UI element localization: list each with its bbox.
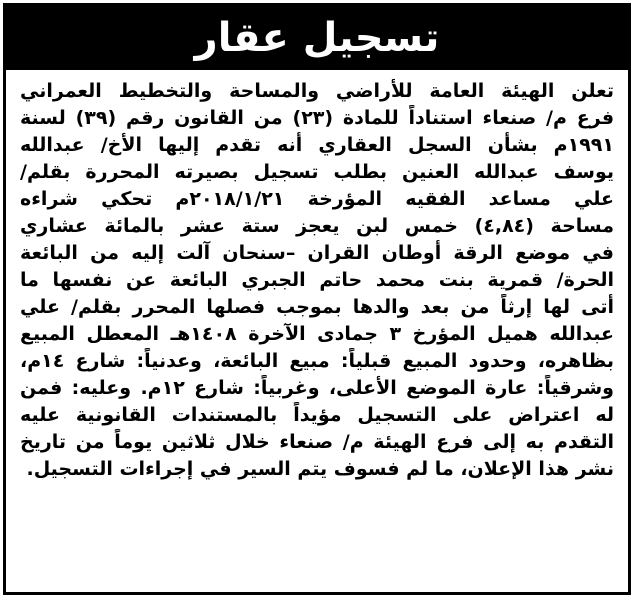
- notice-line: عبدالله هميل المؤرخ ٣ جمادى الآخرة ١٤٠٨هـ المعطل المبيع: [20, 323, 614, 345]
- notice-body: [20, 78, 614, 584]
- notice-line: يوسف عبدالله العنين بطلب تسجيل بصيرته المحررة بقلم/: [20, 161, 614, 183]
- notice-line: علي مساعد الفقيه المؤرخة ٢٠١٨/١/٢١م تحكي شراءه: [20, 188, 614, 210]
- notice-line: ١٩٩١م بشأن السجل العقاري أنه تقدم إليها الأخ/ عبدالله: [20, 134, 614, 156]
- notice-line: في موضع الرقة أوطان القران –سنحان آلت إليه من البائعة: [20, 242, 614, 264]
- notice-line: نشر هذا الإعلان، ما لم فسوف يتم السير في إجراءات التسجيل.: [26, 458, 614, 480]
- notice-line: تعلن الهيئة العامة للأراضي والمساحة والتخطيط العمراني: [20, 80, 614, 102]
- notice-line: الحرة/ قمرية بنت محمد حاتم الجبري البائعة عن نفسها ما: [20, 269, 614, 291]
- notice-line: التقدم به إلى فرع الهيئة م/ صنعاء خلال ثلاثين يوماً من تاريخ: [20, 431, 614, 453]
- notice-line: أتى لها إرثاً من بعد والدها بموجب فصلها المحرر بقلم/ علي: [20, 296, 614, 318]
- notice-line: مساحة (٤,٨٤) خمس لبن يعجز ستة عشر بالمائة عشاري: [20, 215, 614, 237]
- notice-line: وشرقياً: عارة الموضع الأعلى، وغربياً: شارع ١٢م. وعليه: فمن: [20, 377, 614, 399]
- notice-line: فرع م/ صنعاء استناداً للمادة (٢٣) من القانون رقم (٣٩) لسنة: [20, 107, 614, 129]
- notice-line: بظاهره، وحدود المبيع قبلياً: مبيع البائعة، وعدنياً: شارع ١٤م،: [20, 350, 614, 372]
- notice-title: تسجيل عقار: [6, 6, 628, 70]
- real-estate-registration-notice: [3, 3, 631, 595]
- notice-line: له اعتراض على التسجيل مؤيداً بالمستندات القانونية عليه: [20, 404, 614, 426]
